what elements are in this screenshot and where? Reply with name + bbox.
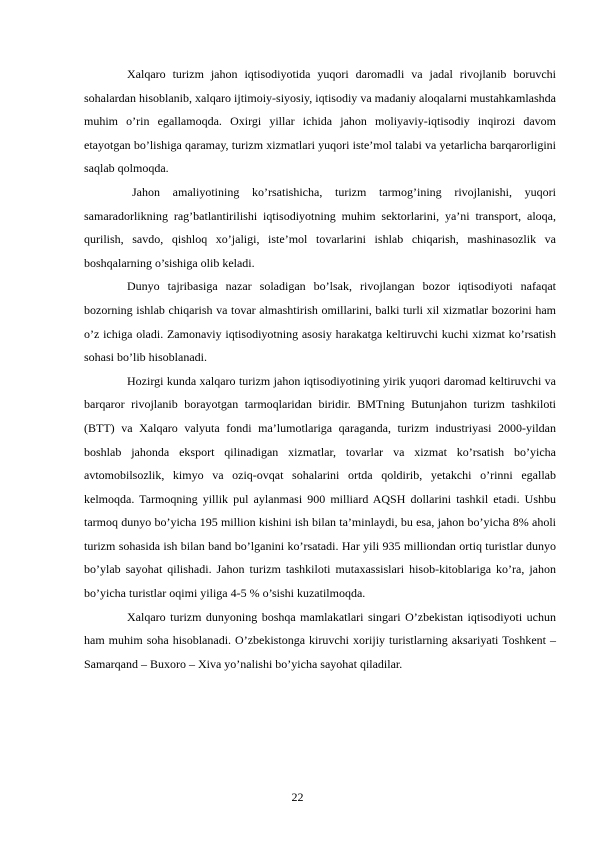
paragraph-2: Jahon amaliyotining ko’rsatishicha, turizm tarmog’ining rivojlanishi, yuqori samaradorlikning rag’batlantirilishi iqtisodiyotning muhim sektorlarini, ya’ni transport, aloqa, qurilish, savdo, qishloq xo’jaligi, iste’mol tovarlarini ishlab chiqarish, mashinasozlik va boshqalarning o’sishiga olib keladi.	[84, 184, 556, 270]
paragraph-4: Hozirgi kunda xalqaro turizm jahon iqtisodiyotining yirik yuqori daromad keltiruvchi va barqaror rivojlanib borayotgan tarmoqlaridan biridir. BMTning Butunjahon turizm tashkiloti (BTT) va Xalqaro valyuta fondi ma’lumotlariga qaraganda, turizm industriyasi 2000-yildan boshlab jahonda eksport qilinadigan xizmatlar, tovarlar va xizmat ko’rsatish bo’yicha avtomobilsozlik, kimyo va oziq-ovqat sohalarini ortda qoldirib, yetakchi o’rinni egallab kelmoqda. Tarmoqning yillik pul aylanmasi 900 milliard AQSH dollarini tashkil etadi. Ushbu tarmoq dunyo bo’yicha 195 million kishini ish bilan ta’minlaydi, bu esa, jahon bo’yicha 8% aholi turizm sohasida ish bilan band bo’lganini ko’rsatadi. Har yili 935 milliondan ortiq turistlar dunyo bo’ylab sayohat qilishadi. Jahon turizm tashkiloti mutaxassislari hisob-kitoblariga ko’ra, jahon bo’yicha turistlar oqimi yiliga 4-5 % o’sishi kuzatilmoqda.	[84, 373, 556, 601]
body-text	[84, 63, 556, 676]
page-number: 22	[291, 790, 304, 804]
paragraph-1: Xalqaro turizm jahon iqtisodiyotida yuqori daromadli va jadal rivojlanib boruvchi sohalardan hisoblanib, xalqaro ijtimoiy-siyosiy, iqtisodiy va madaniy aloqalarni mustahkamlashda muhim o’rin egallamoqda. Oxirgi yillar ichida jahon moliyaviy-iqtisodiy inqirozi davom etayotgan bo’lishiga qaramay, turizm xizmatlari yuqori iste’mol talabi va yetarlicha barqarorligini saqlab qolmoqda.	[84, 67, 556, 176]
paragraph-5: Xalqaro turizm dunyoning boshqa mamlakatlari singari O’zbekistan iqtisodiyoti uchun ham muhim soha hisoblanadi. O’zbekistonga kiruvchi xorijiy turistlarning aksariyati Toshkent – Samarqand – Buxoro – Xiva yo’nalishi bo’yicha sayohat qiladilar.	[84, 609, 556, 671]
paragraph-3: Dunyo tajribasiga nazar soladigan bo’lsak, rivojlangan bozor iqtisodiyoti nafaqat bozorning ishlab chiqarish va tovar almashtirish omillarini, balki turli xil xizmatlar bozorini ham o’z ichiga oladi. Zamonaviy iqtisodiyotning asosiy harakatga keltiruvchi kuchi xizmat ko’rsatish sohasi bo’lib hisoblanadi.	[84, 279, 556, 365]
